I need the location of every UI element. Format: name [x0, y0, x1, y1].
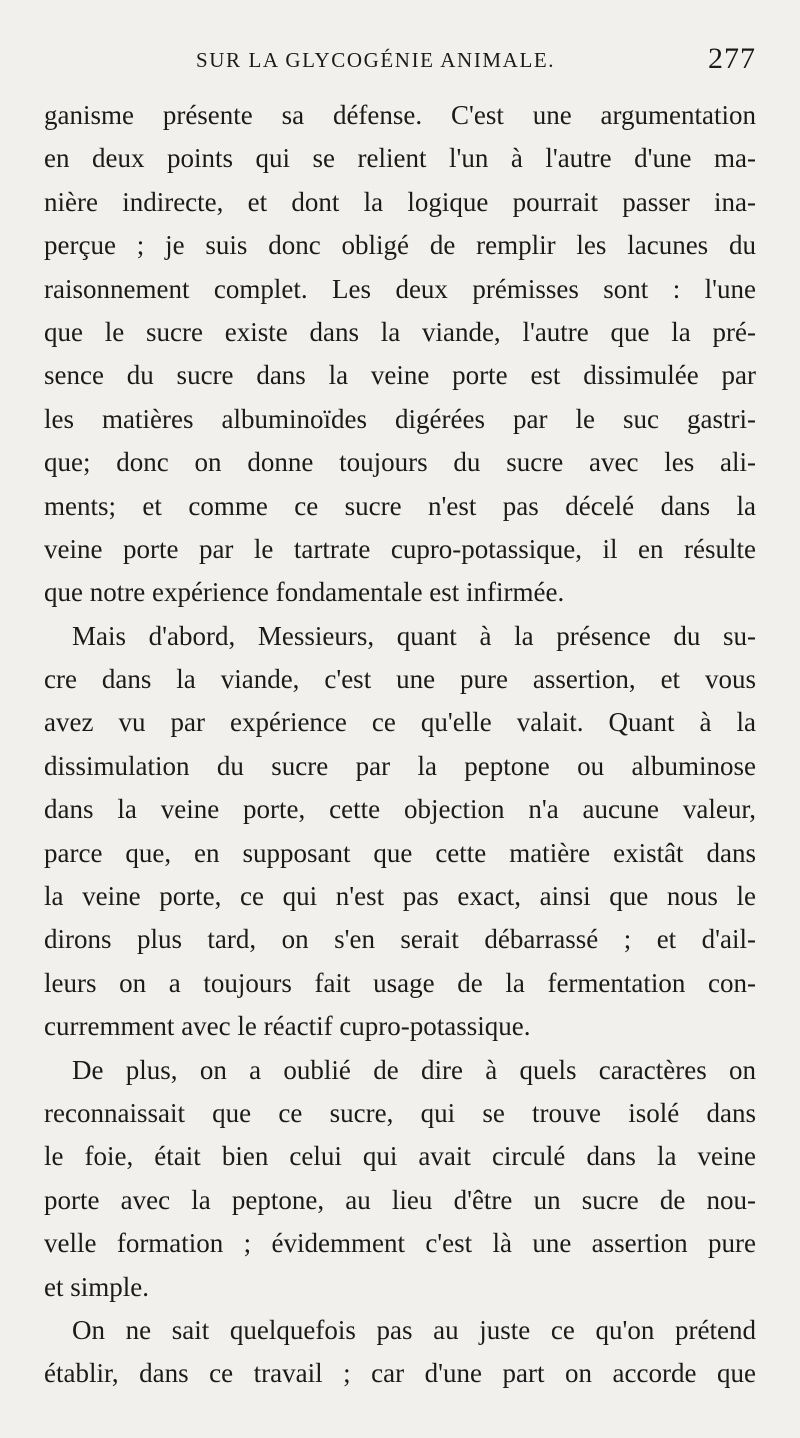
text-line: leurs on a toujours fait usage de la fermentation con- — [44, 967, 756, 998]
text-line: porte avec la peptone, au lieu d'être un sucre de nou- — [44, 1184, 756, 1215]
text-line: les matières albuminoïdes digérées par le suc gastri- — [44, 403, 756, 434]
text-line: avez vu par expérience ce qu'elle valait. Quant à la — [44, 707, 756, 738]
paragraph-3 — [44, 1049, 756, 1309]
text-line: raisonnement complet. Les deux prémisses sont : l'une — [44, 273, 756, 304]
running-title: SUR LA GLYCOGÉNIE ANIMALE. — [196, 48, 556, 72]
page-number: 277 — [708, 42, 756, 75]
body-text — [44, 94, 756, 1396]
text-line: la veine porte, ce qui n'est pas exact, ainsi que nous le — [44, 881, 756, 912]
text-line: et simple. — [44, 1271, 149, 1302]
text-line: nière indirecte, et dont la logique pourrait passer ina- — [44, 186, 756, 217]
text-line: Mais d'abord, Messieurs, quant à la présence du su- — [72, 620, 756, 651]
paragraph-2 — [44, 615, 756, 1049]
text-line: dissimulation du sucre par la peptone ou albuminose — [44, 750, 756, 781]
text-line: en deux points qui se relient l'un à l'autre d'une ma- — [44, 143, 756, 174]
text-line: cre dans la viande, c'est une pure assertion, et vous — [44, 664, 756, 695]
text-line: perçue ; je suis donc obligé de remplir les lacunes du — [44, 230, 756, 261]
text-line: parce que, en supposant que cette matière existât dans — [44, 837, 756, 868]
text-line: De plus, on a oublié de dire à quels caractères on — [72, 1054, 756, 1085]
text-line: veine porte par le tartrate cupro-potassique, il en résulte — [44, 533, 756, 564]
text-line: établir, dans ce travail ; car d'une part on accorde que — [44, 1358, 756, 1389]
paragraph-1 — [44, 94, 756, 615]
text-line: le foie, était bien celui qui avait circulé dans la veine — [44, 1141, 756, 1172]
paragraph-4 — [44, 1309, 756, 1396]
text-line: reconnaissait que ce sucre, qui se trouve isolé dans — [44, 1097, 756, 1128]
running-head — [44, 40, 756, 86]
text-line: ganisme présente sa défense. C'est une argumentation — [44, 100, 756, 130]
text-line: dans la veine porte, cette objection n'a aucune valeur, — [44, 794, 756, 825]
text-line: que; donc on donne toujours du sucre avec les ali- — [44, 447, 756, 478]
text-line: que notre expérience fondamentale est infirmée. — [44, 577, 565, 608]
text-line: velle formation ; évidemment c'est là une assertion pure — [44, 1228, 756, 1259]
text-line: On ne sait quelquefois pas au juste ce qu'on prétend — [72, 1314, 756, 1345]
text-line: ments; et comme ce sucre n'est pas décelé dans la — [44, 490, 756, 521]
text-line: curremment avec le réactif cupro-potassique. — [44, 1011, 531, 1042]
text-line: sence du sucre dans la veine porte est dissimulée par — [44, 360, 756, 391]
text-line: dirons plus tard, on s'en serait débarrassé ; et d'ail- — [44, 924, 756, 955]
text-line: que le sucre existe dans la viande, l'autre que la pré- — [44, 316, 756, 347]
